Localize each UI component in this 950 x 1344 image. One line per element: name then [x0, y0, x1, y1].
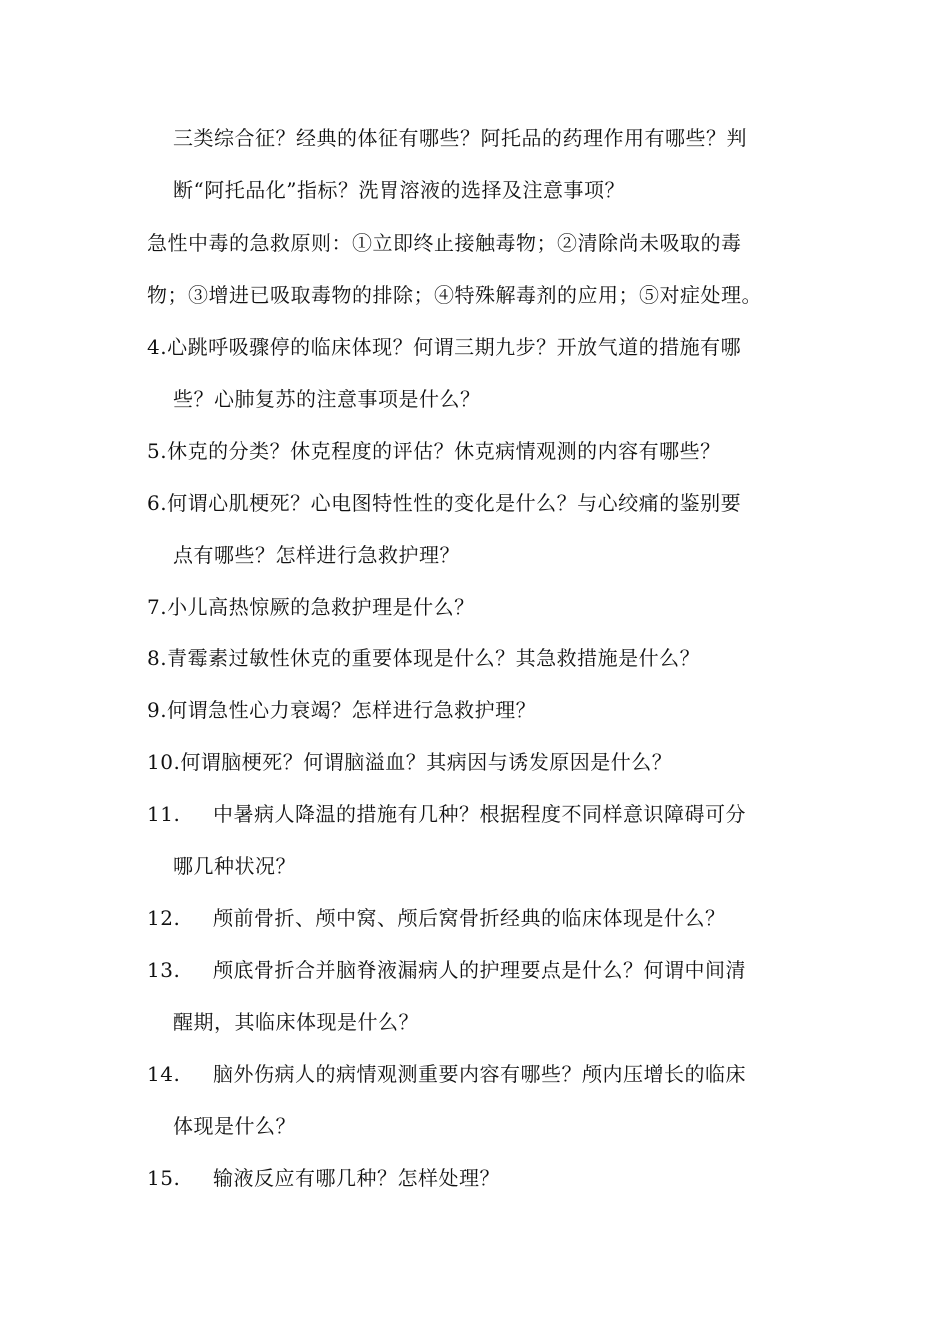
- question-number: 10.: [147, 750, 181, 774]
- question-text: 颅前骨折、颅中窝、颅后窝骨折经典的临床体现是什么？: [213, 906, 726, 930]
- question-8: [147, 645, 700, 671]
- question-number: 11.: [147, 802, 181, 826]
- question-number: 4.: [147, 335, 168, 359]
- question-number: 14.: [147, 1062, 181, 1086]
- question-11-continued: 哪几种状况？: [173, 854, 296, 878]
- question-text: 心跳呼吸骤停的临床体现？何谓三期九步？开放气道的措施有哪: [167, 335, 742, 359]
- question-text: 何谓心肌梗死？心电图特性性的变化是什么？与心绞痛的鉴别要: [167, 491, 742, 515]
- question-number: 9.: [147, 698, 168, 722]
- question-text: 颅底骨折合并脑脊液漏病人的护理要点是什么？何谓中间清: [213, 958, 746, 982]
- question-number: 6.: [147, 491, 168, 515]
- question-11: [147, 801, 746, 827]
- question-14: [147, 1061, 746, 1087]
- question-number: 8.: [147, 646, 168, 670]
- question-9: [147, 697, 536, 723]
- text-line: 三类综合征？经典的体征有哪些？阿托品的药理作用有哪些？判: [173, 126, 747, 150]
- question-number: 7.: [147, 595, 168, 619]
- question-4: [147, 334, 741, 360]
- question-number: 15.: [147, 1166, 181, 1190]
- question-14-continued: 体现是什么？: [173, 1114, 296, 1138]
- question-6-continued: 点有哪些？怎样进行急救护理？: [173, 543, 460, 567]
- question-text: 青霉素过敏性休克的重要体现是什么？其急救措施是什么？: [167, 646, 701, 670]
- question-text: 输液反应有哪几种？怎样处理？: [213, 1166, 500, 1190]
- question-15: [147, 1165, 500, 1191]
- question-text: 脑外伤病人的病情观测重要内容有哪些？颅内压增长的临床: [213, 1062, 746, 1086]
- question-text: 何谓急性心力衰竭？怎样进行急救护理？: [167, 698, 537, 722]
- question-6: [147, 490, 741, 516]
- text-line: 物；③增进已吸取毒物的排除；④特殊解毒剂的应用；⑤对症处理。: [147, 283, 762, 307]
- question-5: [147, 438, 721, 464]
- question-7: [147, 594, 475, 620]
- question-text: 小儿高热惊厥的急救护理是什么？: [167, 595, 475, 619]
- text-line: 断“阿托品化”指标？洗胃溶液的选择及注意事项？: [173, 178, 625, 202]
- text-line: 急性中毒的急救原则：①立即终止接触毒物；②清除尚未吸取的毒: [147, 231, 742, 255]
- question-13: [147, 957, 746, 983]
- question-10: [147, 749, 672, 775]
- question-text: 休克的分类？休克程度的评估？休克病情观测的内容有哪些？: [167, 439, 721, 463]
- question-number: 13.: [147, 958, 181, 982]
- question-text: 中暑病人降温的措施有几种？根据程度不同样意识障碍可分: [213, 802, 746, 826]
- question-number: 12.: [147, 906, 181, 930]
- question-12: [147, 905, 726, 931]
- question-text: 何谓脑梗死？何谓脑溢血？其病因与诱发原因是什么？: [180, 750, 673, 774]
- question-4-continued: 些？心肺复苏的注意事项是什么？: [173, 387, 481, 411]
- question-number: 5.: [147, 439, 168, 463]
- question-13-continued: 醒期，其临床体现是什么？: [173, 1010, 419, 1034]
